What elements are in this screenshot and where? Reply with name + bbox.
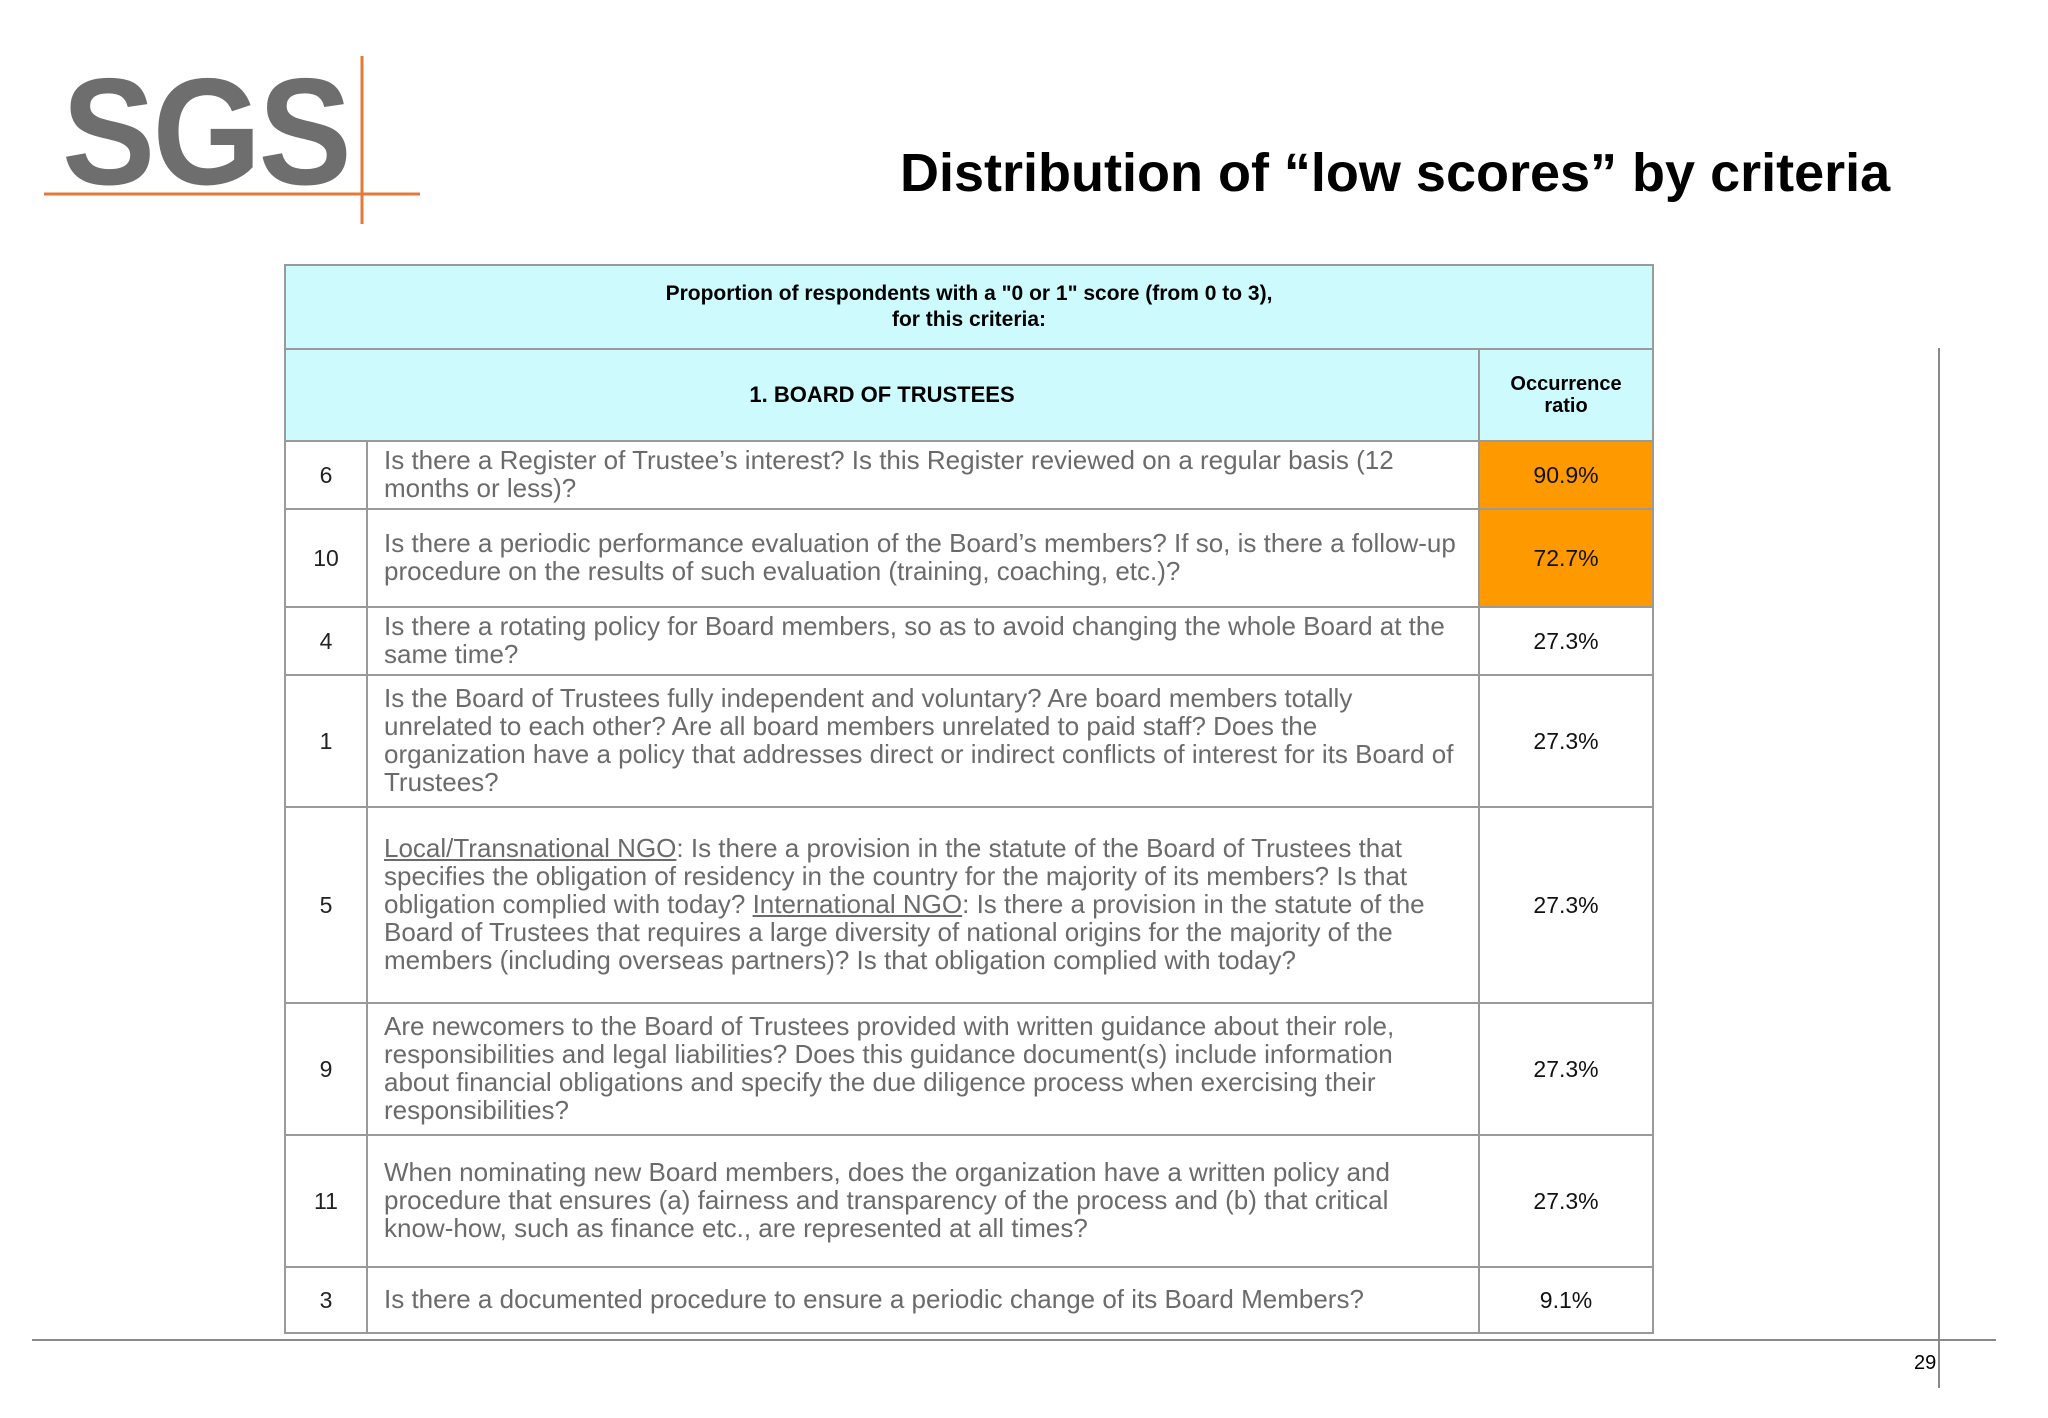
row-ratio: 27.3% [1479, 807, 1653, 1003]
criteria-table [284, 264, 1654, 1334]
row-number: 6 [285, 441, 367, 509]
page-title: Distribution of “low scores” by criteria [900, 143, 1891, 203]
logo-text: SGS [62, 47, 350, 217]
row-ratio: 27.3% [1479, 1003, 1653, 1135]
table-row [285, 441, 1653, 509]
row-question: Is there a periodic performance evaluation of the Board’s members? If so, is there a follow-up procedure on the results of such evaluation (training, coaching, etc.)? [367, 509, 1479, 607]
row-question: Is there a documented procedure to ensure a periodic change of its Board Members? [367, 1267, 1479, 1333]
table-row [285, 509, 1653, 607]
row-ratio: 9.1% [1479, 1267, 1653, 1333]
row-number: 11 [285, 1135, 367, 1267]
header-line-2: for this criteria: [891, 308, 1047, 331]
section-header-row [285, 349, 1653, 441]
row-question: Is there a rotating policy for Board members, so as to avoid changing the whole Board at the same time? [367, 607, 1479, 675]
row-number: 10 [285, 509, 367, 607]
international-ngo-label: International NGO [752, 889, 963, 919]
local-ngo-label: Local/Transnational NGO [384, 833, 677, 863]
table-row [285, 675, 1653, 807]
row-number: 5 [285, 807, 367, 1003]
row-number: 1 [285, 675, 367, 807]
row-ratio: 27.3% [1479, 1135, 1653, 1267]
row-ratio: 90.9% [1479, 441, 1653, 509]
row-ratio: 27.3% [1479, 607, 1653, 675]
row-question: Is there a Register of Trustee’s interest? Is this Register reviewed on a regular basis (12 months or less)? [367, 441, 1479, 509]
occurrence-header-line-2: ratio [1544, 395, 1588, 417]
section-title: 1. BOARD OF TRUSTEES [285, 349, 1479, 441]
table-row [285, 607, 1653, 675]
row-ratio: 72.7% [1479, 509, 1653, 607]
row-ratio: 27.3% [1479, 675, 1653, 807]
vertical-divider [1938, 348, 1940, 1388]
occurrence-header [1479, 349, 1653, 441]
table-row [285, 1003, 1653, 1135]
footer-divider [32, 1339, 1996, 1341]
row-number: 3 [285, 1267, 367, 1333]
local-ngo-text: : Is there a provision in the statute of the Board of Trustees that specifies the obligation of residency in the country for the majority of its members? Is that obligation complied with today? [384, 833, 1408, 919]
header-line-1: Proportion of respondents with a "0 or 1" score (from 0 to 3), [665, 282, 1273, 305]
table-header-row [285, 265, 1653, 349]
row-question: When nominating new Board members, does the organization have a written policy and procedure that ensures (a) fairness and transparency of the process and (b) that critical know-how, such as finance etc., are represented at all times? [367, 1135, 1479, 1267]
row-question: Is the Board of Trustees fully independent and voluntary? Are board members totally unrelated to each other? Are all board members unrelated to paid staff? Does the organization have a policy that addresses direct or indirect conflicts of interest for its Board of Trustees? [367, 675, 1479, 807]
row-question [367, 807, 1479, 1003]
table-row [285, 1135, 1653, 1267]
row-number: 4 [285, 607, 367, 675]
table-header [285, 265, 1653, 349]
table-row [285, 1267, 1653, 1333]
table-row [285, 807, 1653, 1003]
row-question: Are newcomers to the Board of Trustees provided with written guidance about their role, responsibilities and legal liabilities? Does this guidance document(s) include information about financial obligations and specify the due diligence process when exercising their responsibilities? [367, 1003, 1479, 1135]
international-ngo-text: : Is there a provision in the statute of the Board of Trustees that requires a large diversity of national origins for the majority of the members (including overseas partners)? Is that obligation complied with today? [384, 889, 1425, 975]
row-number: 9 [285, 1003, 367, 1135]
occurrence-header-line-1: Occurrence [1510, 373, 1622, 395]
page-number: 29 [1914, 1352, 1937, 1374]
